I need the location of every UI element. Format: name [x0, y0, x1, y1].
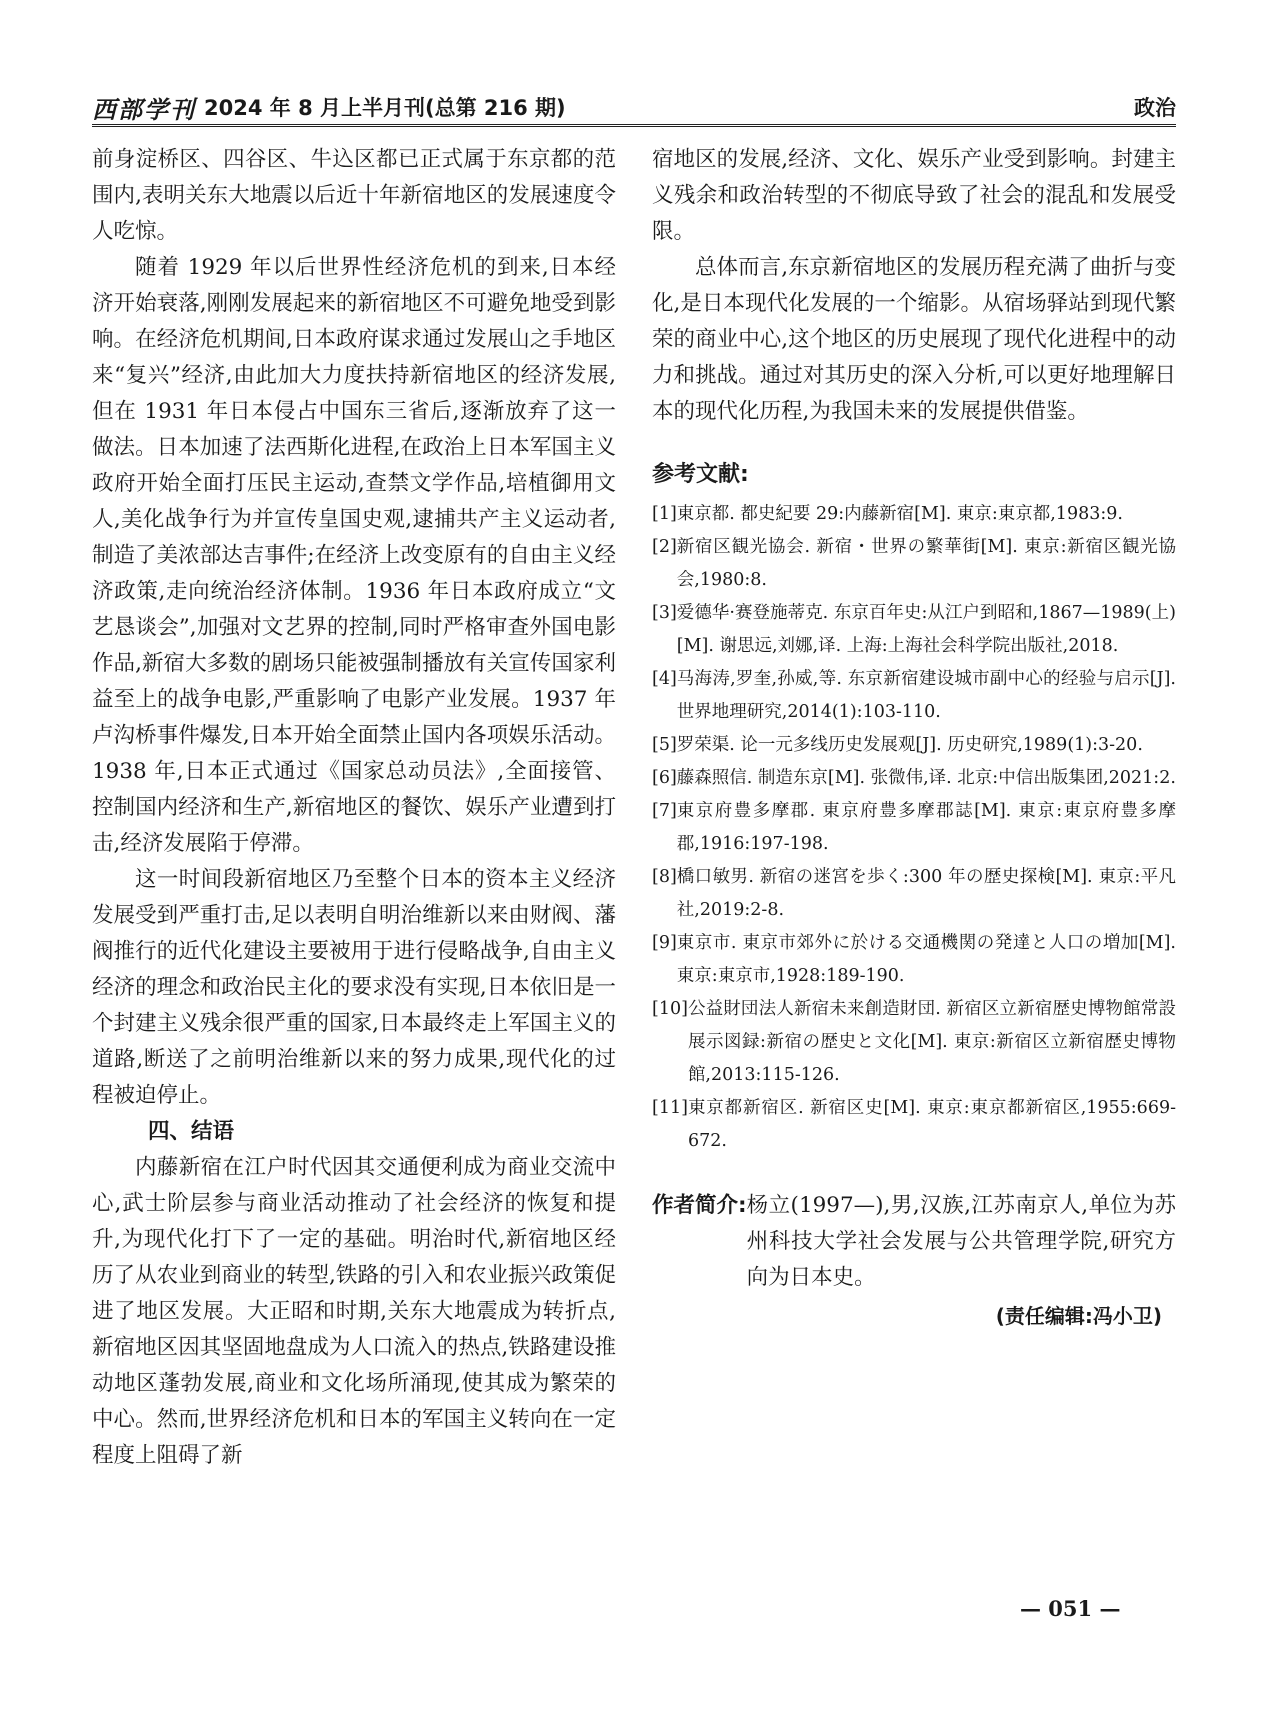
author-label: 作者简介:	[652, 1193, 747, 1218]
reference-item	[652, 729, 1176, 762]
reference-item	[652, 762, 1176, 795]
reference-number: [5]	[652, 735, 677, 755]
reference-number: [10]	[652, 999, 688, 1019]
page-number: — 051 —	[1020, 1596, 1121, 1621]
left-column	[92, 142, 616, 1474]
right-column	[652, 142, 1176, 1332]
reference-item	[652, 993, 1176, 1092]
paragraph: 前身淀桥区、四谷区、牛込区都已正式属于东京都的范围内,表明关东大地震以后近十年新宿地区的发展速度令人吃惊。	[92, 147, 616, 244]
reference-text: 爱德华·赛登施蒂克. 东京百年史:从江户到昭和,1867—1989(上)[M]. 谢思远,刘娜,译. 上海:上海社会科学院出版社,2018.	[676, 603, 1176, 656]
reference-text: 橋口敏男. 新宿の迷宮を歩く:300 年の歴史探検[M]. 東京:平凡社,2019:2-8.	[676, 867, 1176, 920]
paragraph: 这一时间段新宿地区乃至整个日本的资本主义经济发展受到严重打击,足以表明自明治维新以来由财阀、藩阀推行的近代化建设主要被用于进行侵略战争,自由主义经济的理念和政治民主化的要求没有实现,日本依旧是一个封建主义残余很严重的国家,日本最终走上军国主义的道路,断送了之前明治维新以来的努力成果,现代化的过程被迫停止。	[92, 867, 616, 1108]
reference-item	[652, 861, 1176, 927]
paragraph: 宿地区的发展,经济、文化、娱乐产业受到影响。封建主义残余和政治转型的不彻底导致了社会的混乱和发展受限。	[652, 147, 1176, 244]
section-tag: 政治	[1134, 96, 1176, 120]
reference-text: 東京都新宿区. 新宿区史[M]. 東京:東京都新宿区,1955:669-672.	[687, 1098, 1176, 1151]
reference-number: [11]	[652, 1098, 688, 1118]
page-header	[92, 88, 1176, 127]
reference-number: [6]	[652, 768, 677, 788]
editor-note: (责任编辑:冯小卫)	[995, 1304, 1162, 1328]
reference-number: [4]	[652, 669, 677, 689]
paragraph: 总体而言,东京新宿地区的发展历程充满了曲折与变化,是日本现代化发展的一个缩影。从宿场驿站到现代繁荣的商业中心,这个地区的历史展现了现代化进程中的动力和挑战。通过对其历史的深入分析,可以更好地理解日本的现代化历程,为我国未来的发展提供借鉴。	[652, 255, 1176, 424]
reference-text: 東京府豊多摩郡. 東京府豊多摩郡誌[M]. 東京:東京府豊多摩郡,1916:197-198.	[676, 801, 1176, 854]
references-title: 参考文献:	[652, 462, 749, 487]
paragraph: 随着 1929 年以后世界性经济危机的到来,日本经济开始衰落,刚刚发展起来的新宿地区不可避免地受到影响。在经济危机期间,日本政府谋求通过发展山之手地区来“复兴”经济,由此加大力度扶持新宿地区的经济发展,但在 1931 年日本侵占中国东三省后,逐渐放弃了这一做法。日本加速了法西斯化进程,在政治上日本军国主义政府开始全面打压民主运动,查禁文学作品,培植御用文人,美化战争行为并宣传皇国史观,逮捕共产主义运动者,制造了美浓部达吉事件;在经济上改变原有的自由主义经济政策,走向统治经济体制。1936 年日本政府成立“文艺恳谈会”,加强对文艺界的控制,同时严格审查外国电影作品,新宿大多数的剧场只能被强制播放有关宣传国家利益至上的战争电影,严重影响了电影产业发展。1937 年卢沟桥事件爆发,日本开始全面禁止国内各项娱乐活动。1938 年,日本正式通过《国家总动员法》,全面接管、控制国内经济和生产,新宿地区的餐饮、娱乐产业遭到打击,经济发展陷于停滞。	[92, 255, 616, 856]
reference-text: 新宿区観光協会. 新宿・世界の繁華街[M]. 東京:新宿区観光協会,1980:8.	[676, 537, 1176, 590]
reference-number: [3]	[652, 603, 677, 623]
reference-number: [8]	[652, 867, 677, 887]
journal-logo: 西部学刊	[92, 95, 196, 124]
reference-text: 藤森照信. 制造东京[M]. 张微伟,译. 北京:中信出版集团,2021:2.	[676, 768, 1176, 788]
reference-number: [1]	[652, 504, 677, 524]
author-text: 杨立(1997—),男,汉族,江苏南京人,单位为苏州科技大学社会发展与公共管理学院,研究方向为日本史。	[746, 1193, 1176, 1290]
reference-item	[652, 597, 1176, 663]
reference-item	[652, 531, 1176, 597]
reference-text: 公益財団法人新宿未来創造財団. 新宿区立新宿歴史博物館常設展示図録:新宿の歴史と文化[M]. 東京:新宿区立新宿歴史博物館,2013:115-126.	[687, 999, 1176, 1085]
reference-number: [2]	[652, 537, 677, 557]
reference-text: 马海涛,罗奎,孙威,等. 东京新宿建设城市副中心的经验与启示[J]. 世界地理研究,2014(1):103-110.	[676, 669, 1176, 722]
journal-issue: 2024 年 8 月上半月刊(总第 216 期)	[204, 96, 566, 120]
reference-item	[652, 663, 1176, 729]
reference-text: 東京市. 東京市郊外に於ける交通機関の発達と人口の増加[M]. 東京:東京市,1928:189-190.	[676, 933, 1176, 986]
reference-number: [7]	[652, 801, 677, 821]
reference-number: [9]	[652, 933, 677, 953]
reference-list	[652, 498, 1176, 1158]
reference-text: 罗荣渠. 论一元多线历史发展观[J]. 历史研究,1989(1):3-20.	[676, 735, 1143, 755]
section-heading: 四、结语	[148, 1119, 235, 1144]
author-bio	[652, 1188, 1176, 1296]
reference-item	[652, 795, 1176, 861]
paragraph: 内藤新宿在江户时代因其交通便利成为商业交流中心,武士阶层参与商业活动推动了社会经济的恢复和提升,为现代化打下了一定的基础。明治时代,新宿地区经历了从农业到商业的转型,铁路的引入和农业振兴政策促进了地区发展。大正昭和时期,关东大地震成为转折点,新宿地区因其坚固地盘成为人口流入的热点,铁路建设推动地区蓬勃发展,商业和文化场所涌现,使其成为繁荣的中心。然而,世界经济危机和日本的军国主义转向在一定程度上阻碍了新	[92, 1155, 616, 1468]
reference-item	[652, 927, 1176, 993]
reference-text: 東京都. 都史紀要 29:内藤新宿[M]. 東京:東京都,1983:9.	[676, 504, 1123, 524]
reference-item	[652, 498, 1176, 531]
reference-item	[652, 1092, 1176, 1158]
